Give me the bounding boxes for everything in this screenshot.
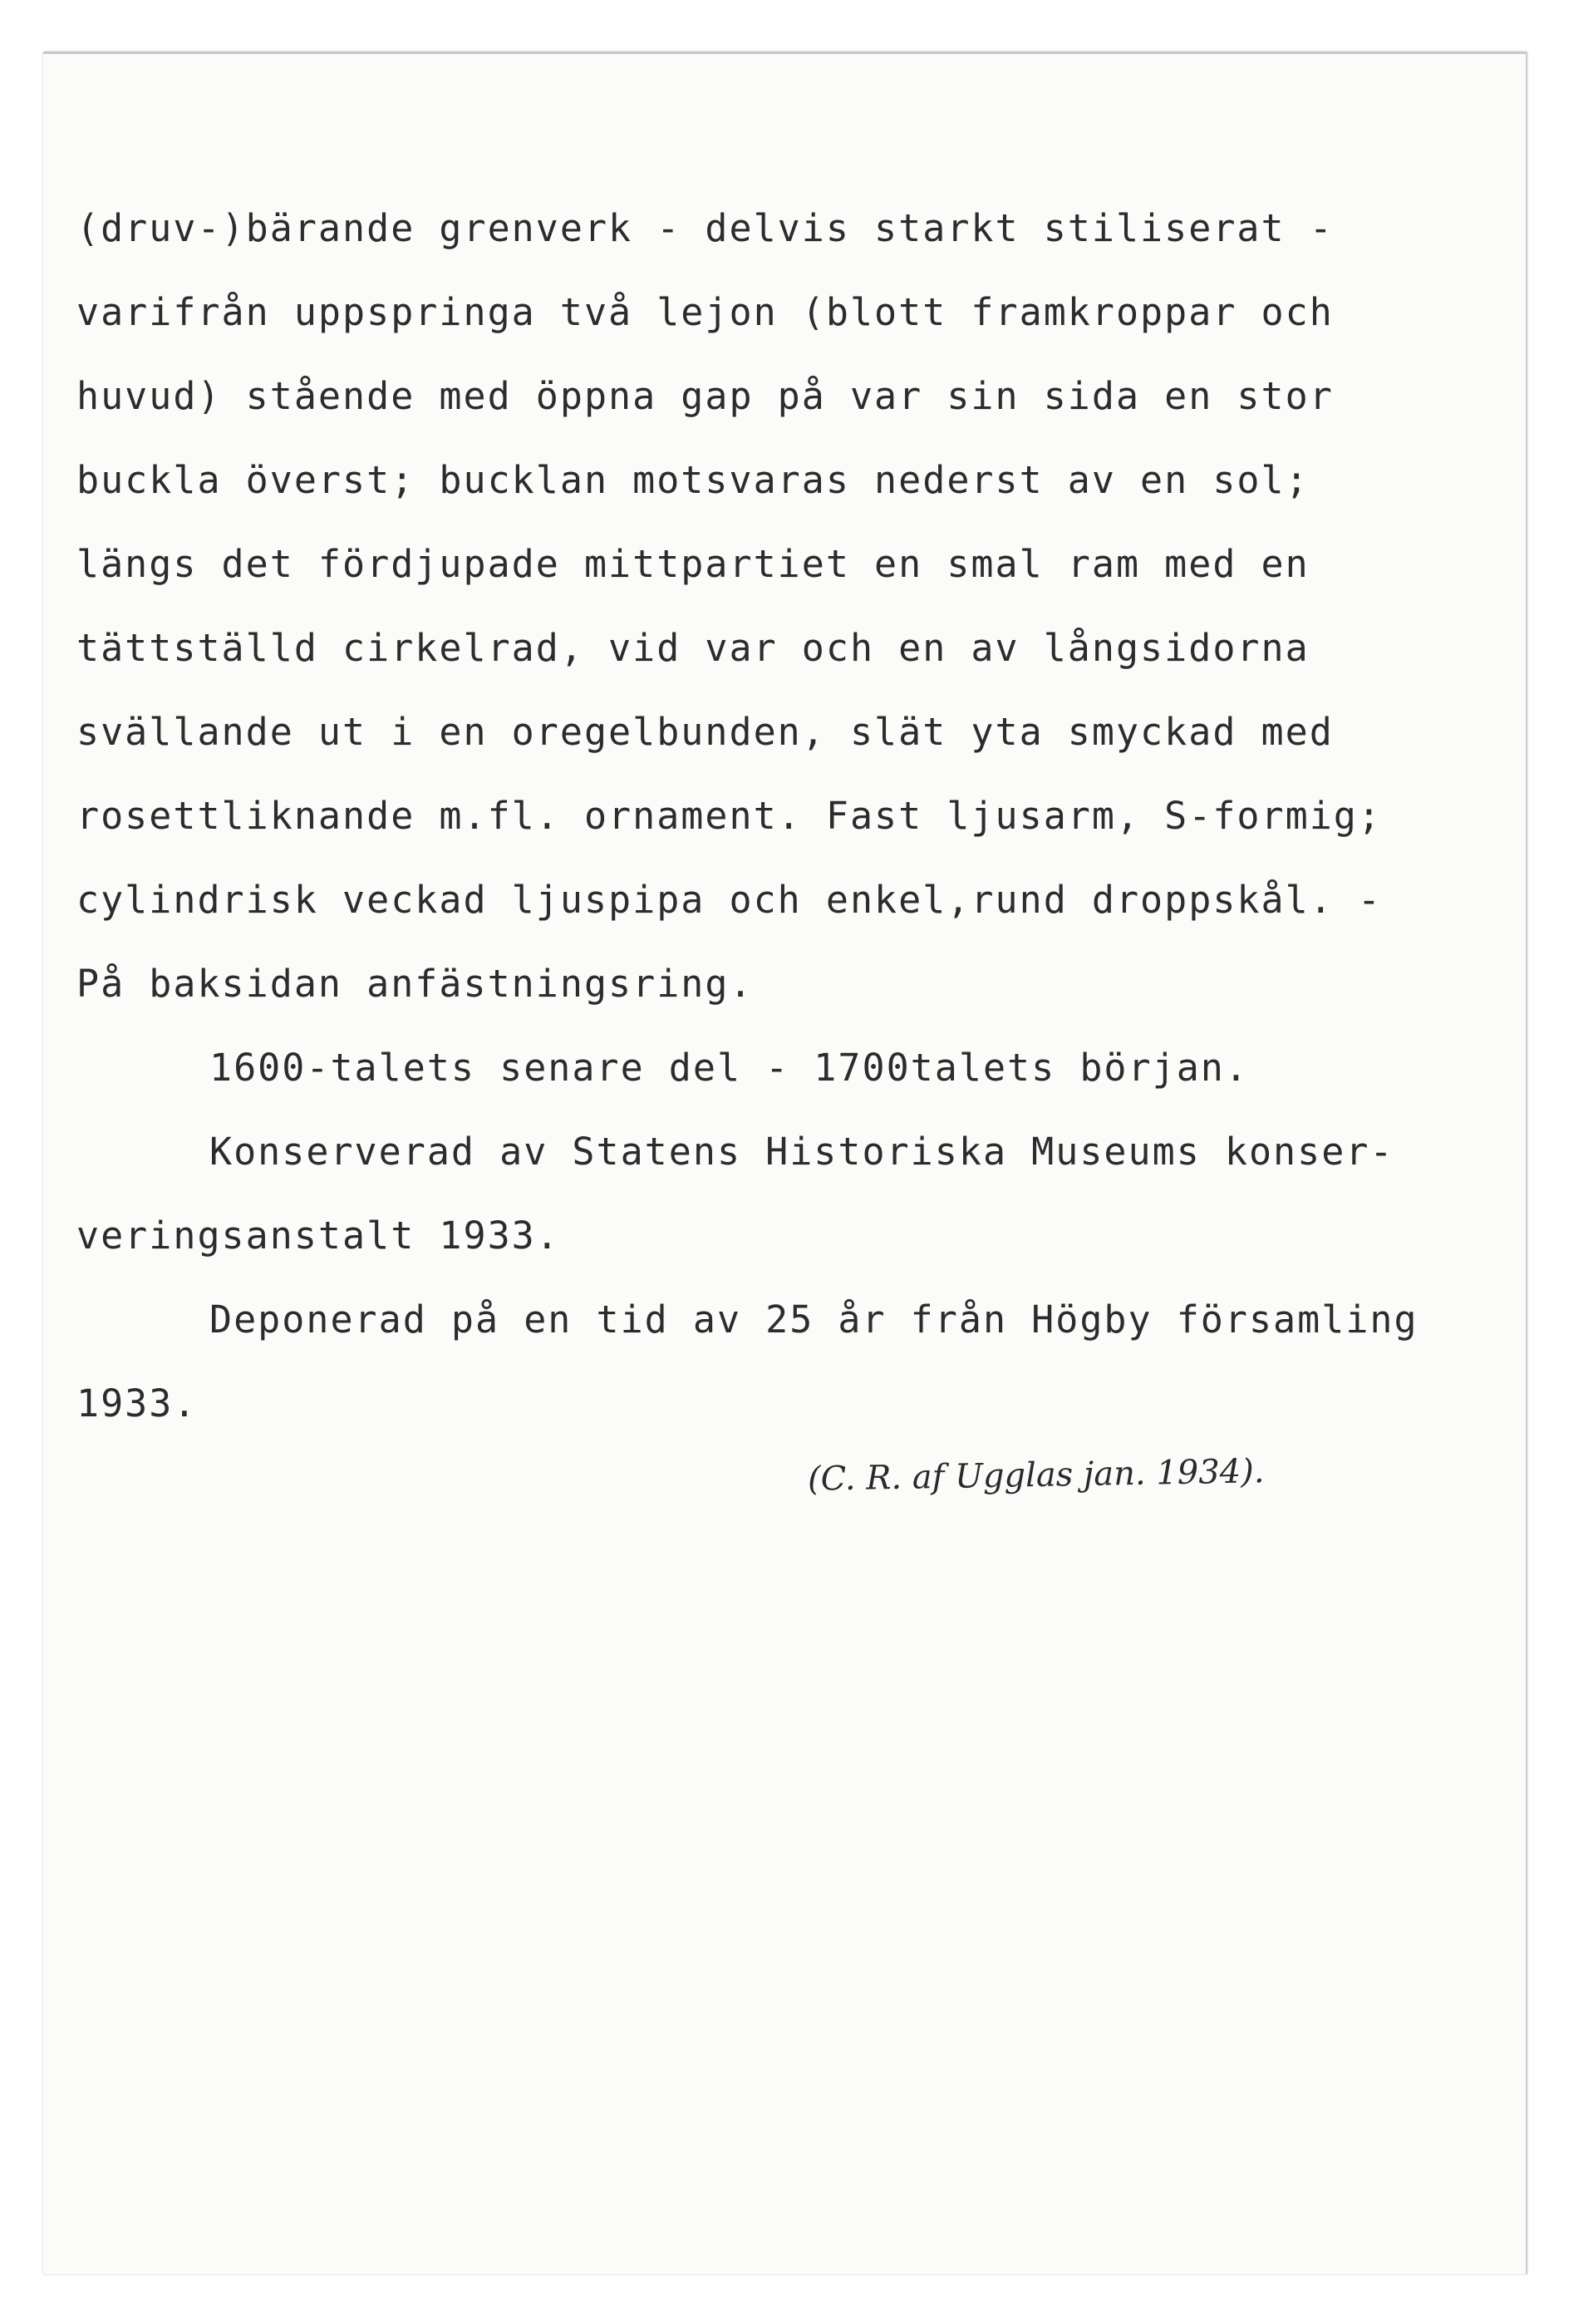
handwritten-signature: (C. R. af Ugglas jan. 1934). (807, 1452, 1265, 1499)
text-line-8: rosettliknande m.fl. ornament. Fast ljusarm, S-formig; (76, 794, 1382, 838)
deposit-line-1: Deponerad på en tid av 25 år från Högby församling (209, 1297, 1418, 1342)
deposit-line-2: 1933. (76, 1381, 198, 1425)
conservation-line-1: Konserverad av Statens Historiska Museums konser- (209, 1130, 1394, 1174)
document-card (43, 52, 1527, 2274)
text-line-4: buckla överst; bucklan motsvaras nederst av en sol; (76, 458, 1310, 502)
dating-line: 1600-talets senare del - 1700talets början. (209, 1046, 1249, 1090)
text-line-9: cylindrisk veckad ljuspipa och enkel,rund droppskål. - (76, 878, 1382, 922)
text-line-1: (druv-)bärande grenverk - delvis starkt stiliserat - (76, 206, 1334, 250)
text-line-10: På baksidan anfästningsring. (76, 962, 754, 1006)
text-line-3: huvud) stående med öppna gap på var sin sida en stor (76, 374, 1334, 418)
conservation-line-2: veringsanstalt 1933. (76, 1214, 560, 1258)
text-line-2: varifrån uppspringa två lejon (blott framkroppar och (76, 290, 1334, 334)
text-line-6: tättställd cirkelrad, vid var och en av långsidorna (76, 626, 1310, 670)
text-line-7: svällande ut i en oregelbunden, slät yta smyckad med (76, 710, 1334, 754)
text-line-5: längs det fördjupade mittpartiet en smal ram med en (76, 542, 1310, 586)
